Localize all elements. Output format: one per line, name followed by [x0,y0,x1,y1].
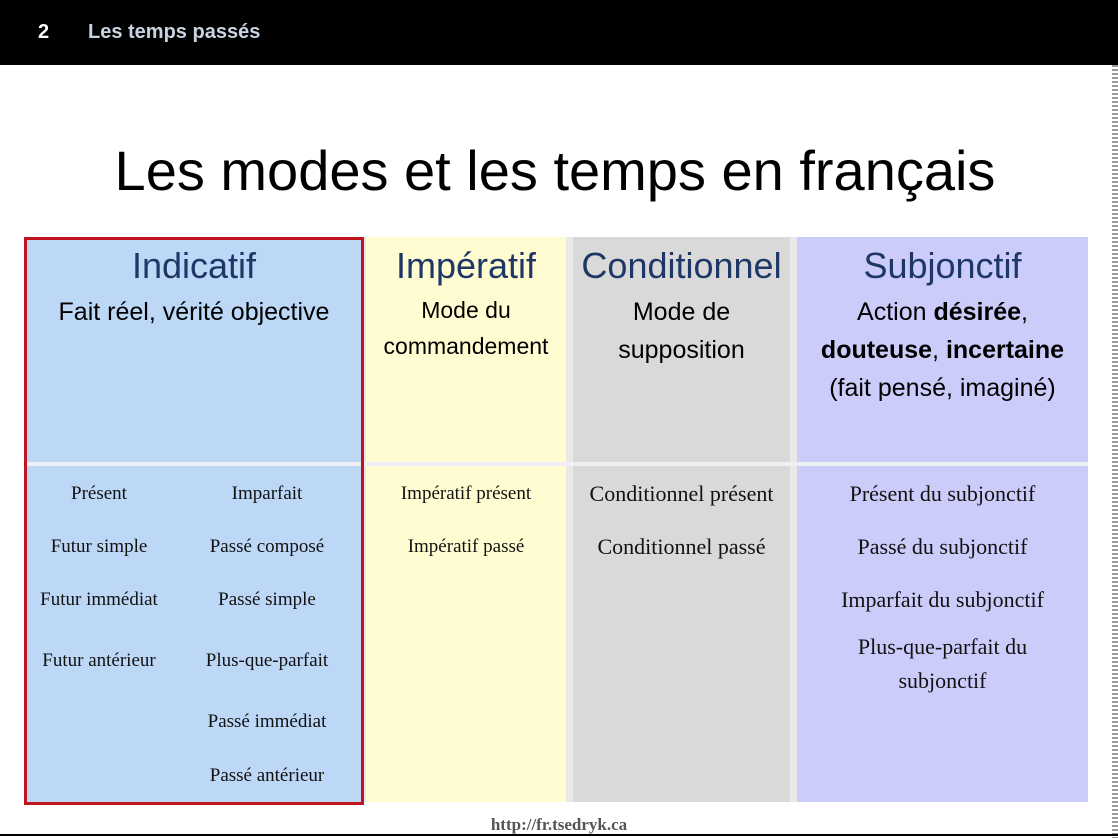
description-conditionnel [573,293,790,369]
slide-number: 2 [38,21,50,43]
description-text: , [1021,298,1028,326]
description-indicatif: Fait réel, vérité objective [58,298,330,326]
tense-item: Imparfait du subjonctif [841,587,1044,612]
tense-line: Plus-que-parfait du [857,634,1028,659]
heading-subjonctif: Subjonctif [863,245,1022,286]
description-emphasis: douteuse [820,336,933,364]
heading-indicatif: Indicatif [131,245,257,286]
tense-item: Passé du subjonctif [857,534,1028,559]
tense-item: Passé composé [209,536,325,557]
column-gap [790,237,797,802]
description-subjonctif [797,293,1088,407]
description-text: , [932,336,946,364]
tense-line: subjonctif [898,668,987,693]
tense-item: Passé simple [218,589,316,610]
tense-item: Passé antérieur [209,765,325,786]
tense-item: Imparfait [231,483,303,504]
tense-item: Conditionnel présent [589,481,774,506]
tense-item: Passé immédiat [207,711,327,732]
tense-item: Présent [71,483,127,504]
description-emphasis: incertaine [945,336,1065,364]
description-line [797,331,1088,369]
description-line: (fait pensé, imaginé) [829,374,1056,402]
description-line: supposition [618,336,745,364]
footer-rule [0,834,1118,836]
description-line [797,293,1088,331]
tense-item: Conditionnel passé [597,534,766,559]
tense-item: Futur immédiat [40,589,158,610]
page-edge [1112,65,1118,838]
description-line: commandement [383,333,549,359]
tense-item: Impératif passé [407,536,525,557]
tense-item [797,630,1088,698]
description-text: Action [857,298,934,326]
description-line: Mode du [421,297,511,323]
tense-item: Impératif présent [400,483,532,504]
slide-title: Les modes et les temps en français [114,139,996,202]
tense-item: Futur antérieur [42,650,156,671]
tense-item: Futur simple [50,536,148,557]
footer-url: http://fr.tsedryk.ca [490,815,628,834]
slide-header-bar [0,0,1118,65]
description-emphasis: désirée [933,298,1022,326]
heading-imperatif: Impératif [395,245,537,286]
section-title: Les temps passés [88,21,261,43]
column-gap [566,237,573,802]
description-line: Mode de [632,298,731,326]
tense-item: Présent du subjonctif [849,481,1036,506]
tense-item: Plus-que-parfait [205,650,329,671]
description-imperatif [366,292,566,364]
heading-conditionnel: Conditionnel [581,245,782,286]
